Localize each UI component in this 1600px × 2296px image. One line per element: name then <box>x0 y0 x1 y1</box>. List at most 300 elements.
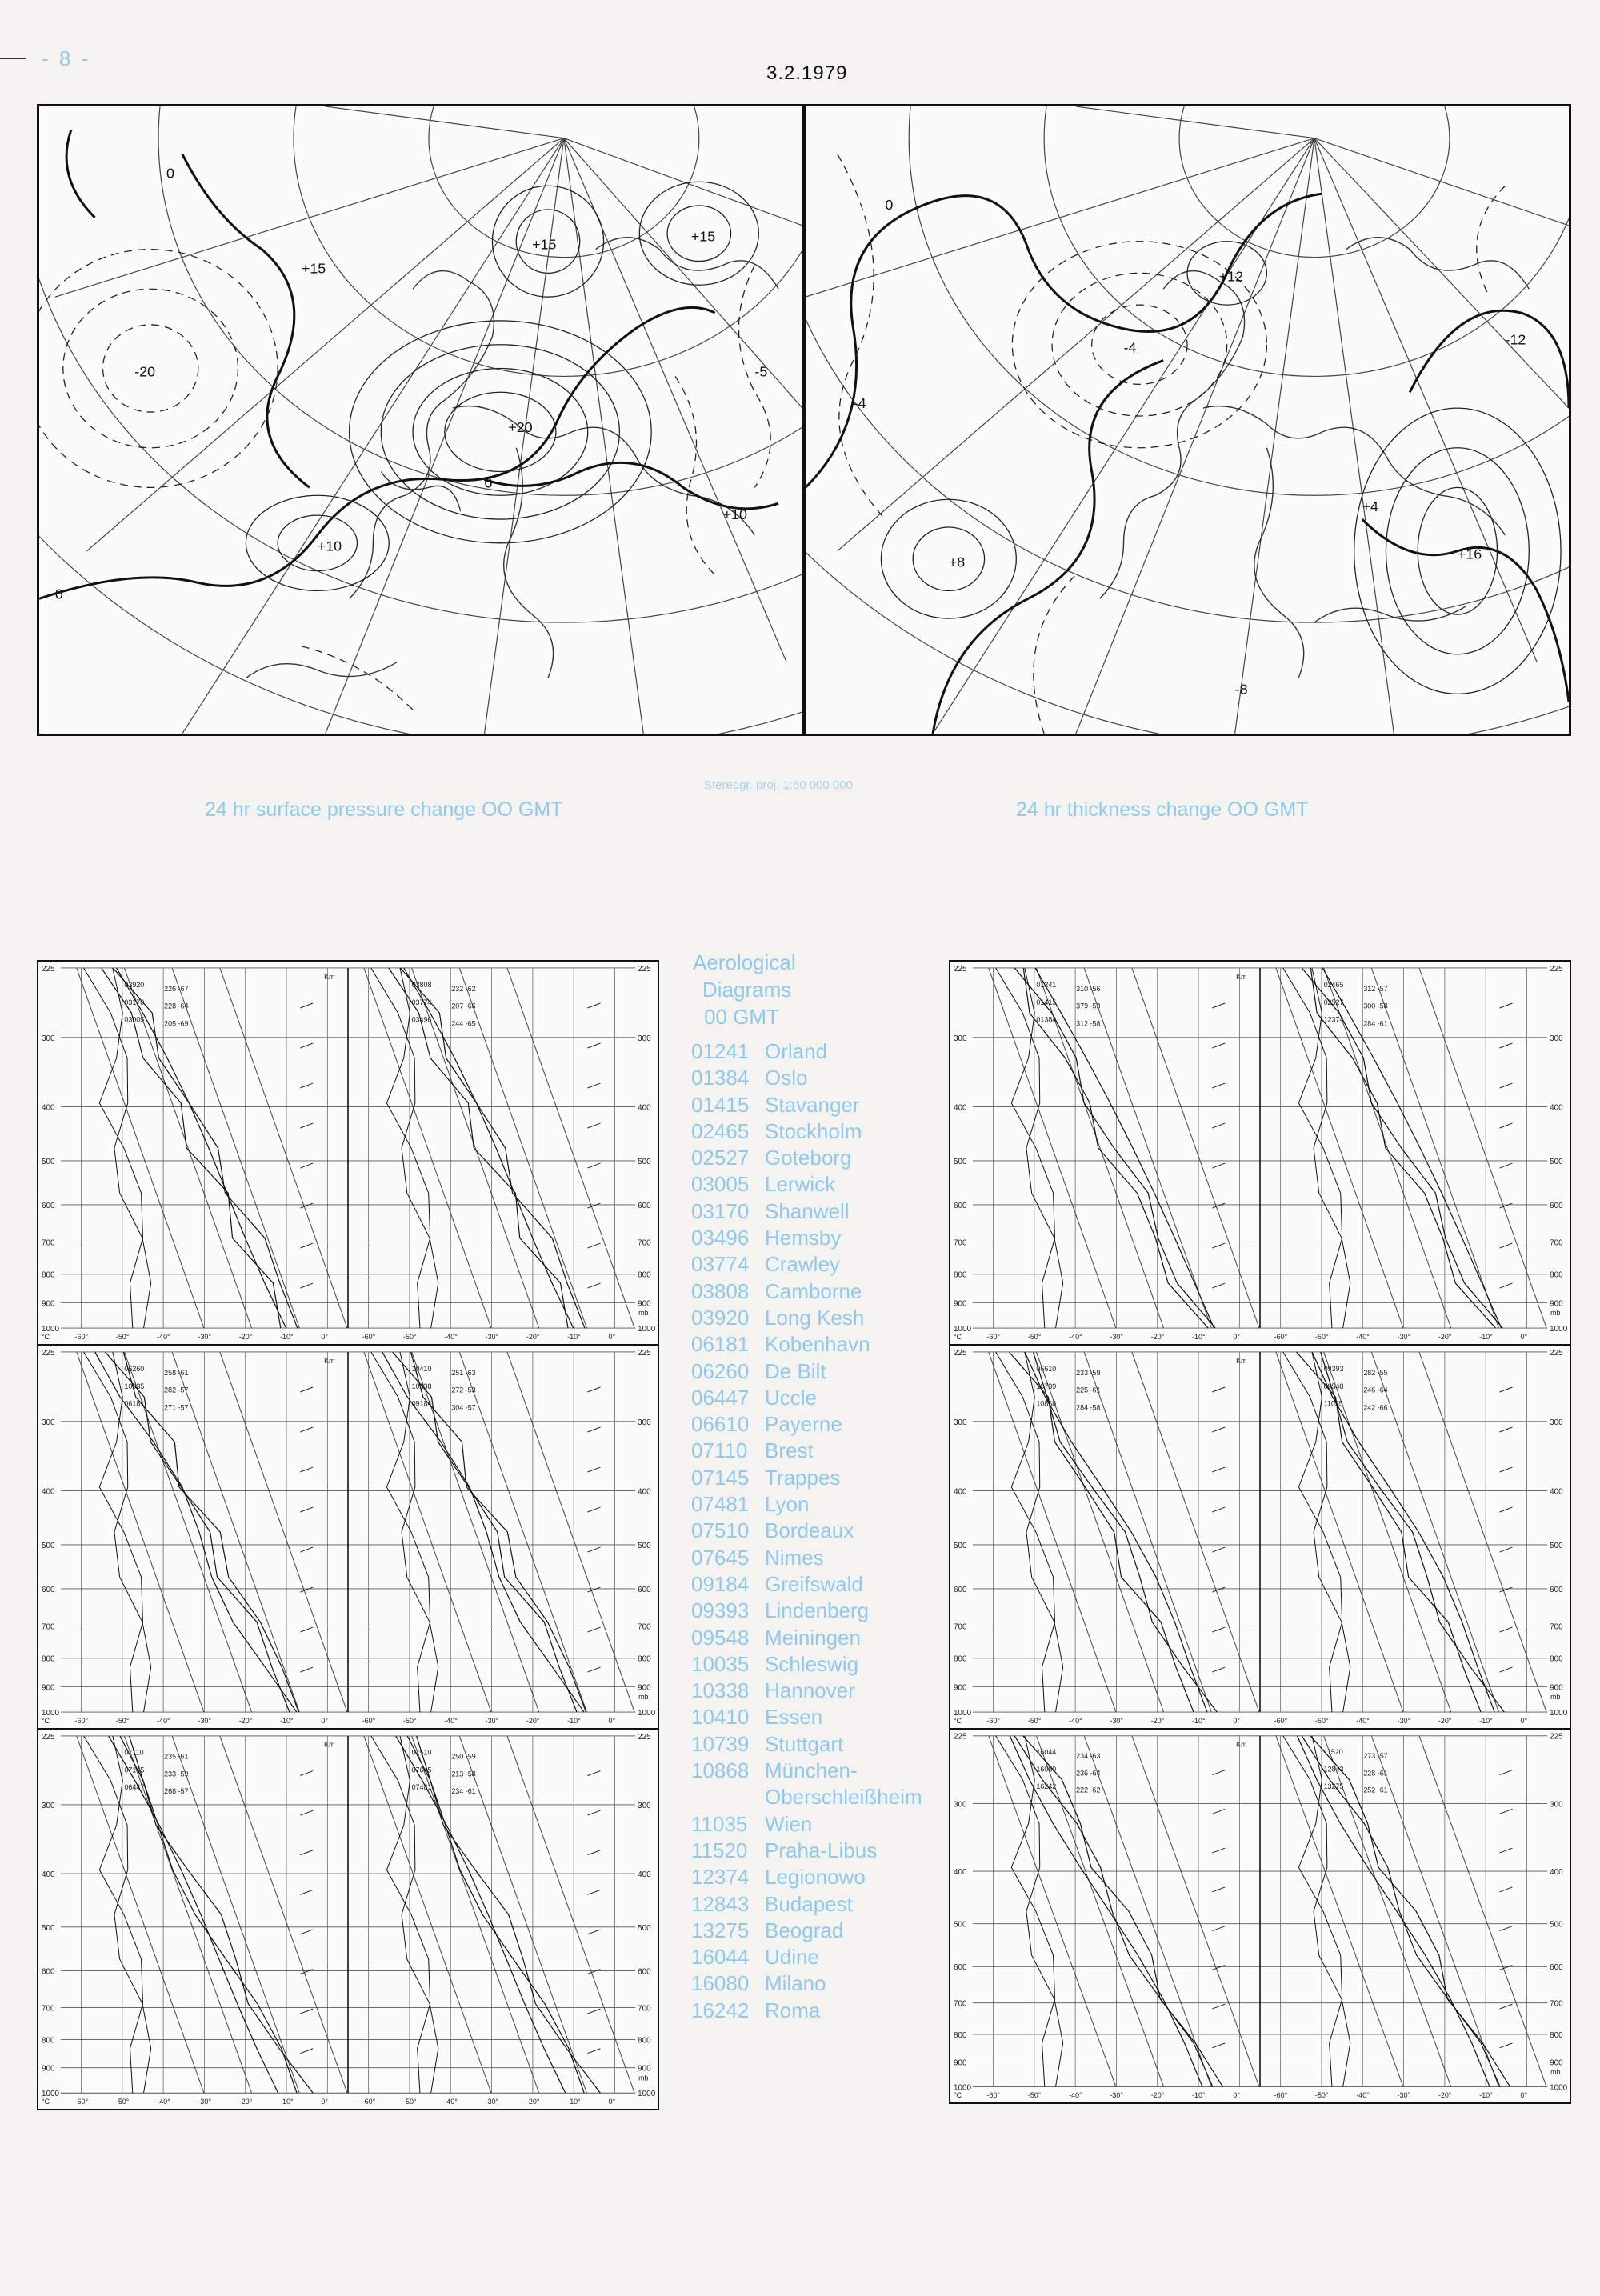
station-code: 09184 <box>691 1571 750 1596</box>
pressure-label-left: 500 <box>41 1157 55 1166</box>
temp-tick-label: -30° <box>1110 1717 1123 1726</box>
station-name: Hemsby <box>765 1226 842 1250</box>
diagram-station-code: 12374 <box>1323 1015 1344 1024</box>
temp-tick-label: -10° <box>1479 1333 1493 1342</box>
diagram-station-value: 300 -58 <box>1363 1002 1388 1010</box>
station-code: 07510 <box>691 1518 750 1543</box>
pressure-label-left: 400 <box>953 1868 967 1877</box>
wind-barb <box>1499 1467 1512 1472</box>
station-code: 10739 <box>691 1731 750 1756</box>
temp-tick-label: -30° <box>198 1333 211 1342</box>
diagram-station-code: 16080 <box>1036 1765 1057 1774</box>
station-item <box>690 1678 954 1704</box>
wind-barb <box>1499 2043 1512 2048</box>
temp-tick-label: -40° <box>157 1717 170 1726</box>
station-name: Shanwell <box>765 1198 850 1223</box>
pressure-label-right: 900 <box>1550 1299 1563 1309</box>
surface-pressure-caption: 24 hr surface pressure change OO GMT <box>205 798 563 821</box>
station-item <box>690 1251 954 1278</box>
pressure-label-right: 400 <box>1550 1487 1563 1497</box>
station-item <box>690 1358 954 1385</box>
diagram-station-value: 233 -59 <box>164 1770 189 1778</box>
svg-text:+10: +10 <box>722 506 747 523</box>
station-code: 02527 <box>691 1146 750 1170</box>
station-item <box>690 1171 954 1198</box>
diagram-station-value: 222 -62 <box>1076 1786 1101 1794</box>
station-item <box>690 1891 954 1918</box>
pressure-label-right: 1000 <box>1550 2083 1568 2093</box>
temp-tick-label: 0° <box>1520 2091 1528 2100</box>
station-name: Nimes <box>765 1545 824 1570</box>
station-code: 10338 <box>691 1678 750 1703</box>
wind-barb <box>300 1667 313 1672</box>
station-name: Oslo <box>765 1066 808 1090</box>
station-code: 16080 <box>691 1971 750 1996</box>
wind-barb <box>1212 1243 1225 1248</box>
diagram-station-value: 282 -57 <box>164 1386 189 1394</box>
pressure-label-right: 500 <box>638 1157 651 1166</box>
station-item <box>690 1651 954 1678</box>
pressure-label-right: 1000 <box>638 1709 656 1718</box>
celsius-unit-label: °C <box>41 1333 50 1342</box>
pressure-label-right: 500 <box>1550 1157 1563 1166</box>
station-name: Roma <box>765 1998 821 2022</box>
pressure-label-left: 400 <box>41 1870 55 1880</box>
pressure-label-right: 700 <box>638 1238 651 1248</box>
pressure-label-left: 600 <box>953 1585 967 1594</box>
station-item <box>690 1092 954 1118</box>
temp-tick-label: -50° <box>115 2098 130 2106</box>
pressure-label-right: 500 <box>638 1541 651 1550</box>
temp-tick-label: -50° <box>1315 1333 1329 1342</box>
temp-tick-label: -40° <box>1356 2091 1370 2100</box>
station-item <box>690 1065 954 1091</box>
wind-barb <box>300 1243 313 1248</box>
pressure-label-left: 500 <box>953 1541 967 1550</box>
wind-barb <box>300 1427 313 1432</box>
diagram-station-value: 225 -61 <box>1076 1386 1101 1394</box>
temp-tick-label: -40° <box>444 2098 458 2106</box>
temp-tick-label: 0° <box>1520 1333 1528 1342</box>
station-code: 06447 <box>691 1385 750 1410</box>
temp-tick-label: 0° <box>321 2098 328 2106</box>
wind-barb <box>1212 1003 1225 1008</box>
page-date: 3.2.1979 <box>766 62 848 84</box>
temp-tick-label: -10° <box>567 1717 581 1726</box>
wind-barb <box>300 1123 313 1128</box>
temp-tick-label: 0° <box>608 1717 616 1726</box>
pressure-label-left: 600 <box>953 1201 967 1210</box>
wind-barb <box>300 1083 313 1088</box>
wind-barb <box>1499 1587 1512 1592</box>
svg-text:+8: +8 <box>948 554 966 570</box>
wind-barb <box>587 1890 600 1894</box>
wind-barb <box>1212 1283 1225 1288</box>
temp-tick-label: -40° <box>1356 1717 1370 1726</box>
wind-barb <box>1499 1770 1512 1775</box>
diagram-station-value: 228 -61 <box>1363 1769 1388 1778</box>
pressure-label-right: 700 <box>1550 1999 1563 2009</box>
station-name: Wien <box>765 1811 813 1836</box>
station-code: 07110 <box>691 1438 748 1463</box>
diagram-station-code: 10868 <box>1036 1399 1057 1408</box>
station-name: Uccle <box>765 1385 818 1410</box>
pressure-label-left: 1000 <box>953 2083 972 2093</box>
station-item <box>690 1385 954 1411</box>
temp-tick-label: -60° <box>362 1333 376 1342</box>
temp-tick-label: -20° <box>1438 1717 1452 1726</box>
station-item <box>690 1811 954 1838</box>
station-code: 01415 <box>691 1092 750 1117</box>
diagram-station-value: 268 -57 <box>164 1787 189 1795</box>
station-code: 07481 <box>691 1492 750 1517</box>
svg-text:+15: +15 <box>301 260 326 277</box>
diagram-station-code: 10035 <box>124 1382 145 1390</box>
wind-barb <box>300 1587 313 1592</box>
temp-tick-label: -50° <box>115 1717 130 1726</box>
station-name: Camborne <box>765 1278 862 1303</box>
pressure-label-left: 225 <box>41 1348 55 1358</box>
diagram-station-code: 03774 <box>411 998 432 1006</box>
diagram-station-code: 06260 <box>124 1364 145 1373</box>
diagram-station-value: 233 -59 <box>1076 1368 1101 1377</box>
pressure-label-left: 400 <box>953 1487 967 1497</box>
wind-barb <box>587 1810 600 1815</box>
diagram-station-code: 12843 <box>1323 1765 1344 1774</box>
diagram-station-code: 07110 <box>124 1748 144 1757</box>
diagram-station-code: 06610 <box>1036 1364 1057 1373</box>
diagram-station-code: 11035 <box>1323 1399 1343 1408</box>
pressure-label-right: 800 <box>1550 1270 1563 1280</box>
station-item <box>690 1864 954 1890</box>
station-item <box>690 1998 954 2024</box>
temp-tick-label: -30° <box>1110 2091 1123 2100</box>
pressure-label-right: 600 <box>638 1967 651 1977</box>
km-label: Km <box>324 1740 335 1749</box>
pressure-label-left: 225 <box>41 964 55 974</box>
pressure-label-left: 225 <box>953 964 967 974</box>
celsius-unit-label: °C <box>41 2098 50 2106</box>
temp-tick-label: -30° <box>485 2098 499 2106</box>
svg-text:0: 0 <box>885 197 894 214</box>
diagram-station-value: 236 -64 <box>1076 1769 1101 1778</box>
pressure-label-left: 700 <box>41 2004 55 2014</box>
station-code: 12843 <box>691 1891 750 1916</box>
temp-tick-label: -50° <box>1027 2091 1042 2100</box>
station-item <box>690 1038 954 1065</box>
station-item <box>690 1411 954 1438</box>
temp-tick-label: -20° <box>238 1717 253 1726</box>
pressure-label-right: 500 <box>1550 1920 1563 1930</box>
wind-barb <box>587 1283 600 1288</box>
pressure-label-left: 900 <box>953 2058 967 2068</box>
pressure-label-left: 300 <box>953 1034 967 1043</box>
temp-tick-label: 0° <box>321 1717 328 1726</box>
station-name: De Bilt <box>765 1358 826 1383</box>
diagram-station-value: 312 -57 <box>1363 984 1388 993</box>
pressure-label-left: 900 <box>41 2064 55 2074</box>
celsius-unit-label: °C <box>41 1717 50 1726</box>
station-item <box>690 1545 954 1571</box>
pressure-label-left: 300 <box>953 1800 967 1810</box>
station-item <box>690 1198 954 1225</box>
wind-barb <box>1499 1809 1512 1814</box>
wind-barb <box>1499 1203 1512 1208</box>
diagram-station-code: 01241 <box>1036 980 1057 989</box>
pressure-label-left: 800 <box>41 1270 55 1280</box>
pressure-label-left: 800 <box>953 1654 967 1664</box>
pressure-label-left: 225 <box>953 1348 967 1358</box>
station-code: 06610 <box>691 1412 750 1437</box>
station-name: Hannover <box>765 1678 855 1703</box>
diagram-station-code: 02527 <box>1323 998 1344 1006</box>
pressure-label-left: 900 <box>41 1299 55 1309</box>
diagram-station-value: 235 -61 <box>164 1752 189 1761</box>
station-item <box>690 1918 954 1944</box>
diagram-station-code: 09548 <box>1323 1382 1344 1390</box>
wind-barb <box>1499 1043 1512 1048</box>
station-code: 10868 <box>691 1758 750 1783</box>
mb-unit-label: mb <box>1550 1693 1561 1702</box>
temp-tick-label: -20° <box>1438 1333 1452 1342</box>
pressure-label-left: 800 <box>41 2036 55 2046</box>
svg-text:+12: +12 <box>1218 268 1244 285</box>
station-name: Greifswald <box>765 1571 863 1596</box>
pressure-label-right: 800 <box>638 1270 651 1280</box>
temp-tick-label: -40° <box>444 1717 458 1726</box>
diagram-station-code: 03005 <box>124 1015 145 1024</box>
temp-tick-label: 0° <box>1233 1717 1240 1726</box>
wind-barb <box>1212 1587 1225 1592</box>
station-item <box>690 1970 954 1997</box>
temp-tick-label: -10° <box>1192 1333 1206 1342</box>
station-item <box>690 1438 954 1464</box>
station-name: Stuttgart <box>765 1731 844 1756</box>
station-name: Meiningen <box>765 1625 861 1650</box>
station-code: 06181 <box>691 1332 750 1357</box>
diagram-station-value: 242 -66 <box>1363 1403 1388 1412</box>
temp-tick-label: 0° <box>608 1333 616 1342</box>
wind-barb <box>587 1203 600 1208</box>
station-name: Lindenberg <box>765 1598 870 1623</box>
station-item <box>690 1145 954 1171</box>
pressure-label-left: 500 <box>41 1541 55 1550</box>
pressure-label-right: 300 <box>638 1801 651 1810</box>
station-item <box>690 1944 954 1970</box>
wind-barb <box>1499 1123 1512 1128</box>
pressure-label-left: 1000 <box>953 1709 972 1718</box>
celsius-unit-label: °C <box>953 2091 962 2100</box>
temp-tick-label: -20° <box>238 1333 253 1342</box>
pressure-label-right: 800 <box>1550 2030 1563 2040</box>
aerological-diagram-3 <box>37 1728 659 2110</box>
station-name: Beograd <box>765 1918 844 1942</box>
temp-tick-label: -50° <box>1027 1333 1042 1342</box>
wind-barb <box>1212 1627 1225 1632</box>
station-code: 03496 <box>691 1226 750 1250</box>
pressure-label-left: 1000 <box>41 1325 60 1334</box>
mb-unit-label: mb <box>638 1309 649 1318</box>
wind-barb <box>1212 1123 1225 1128</box>
pressure-label-right: 400 <box>638 1870 651 1880</box>
svg-text:0: 0 <box>166 165 174 182</box>
temp-tick-label: -30° <box>1397 1717 1411 1726</box>
temp-tick-label: -20° <box>238 2098 253 2106</box>
diagram-station-code: 03496 <box>411 1015 432 1024</box>
temp-tick-label: -10° <box>1192 1717 1206 1726</box>
pressure-label-right: 600 <box>638 1201 651 1210</box>
pressure-label-right: 300 <box>1550 1800 1563 1810</box>
pressure-label-left: 225 <box>953 1732 967 1742</box>
pressure-label-right: 900 <box>638 1299 651 1309</box>
station-code: 02465 <box>691 1118 750 1143</box>
diagram-station-value: 213 -58 <box>451 1770 476 1778</box>
diagram-station-value: 272 -53 <box>451 1386 476 1394</box>
diagram-svg <box>950 962 1570 1344</box>
temp-tick-label: 0° <box>1233 2091 1240 2100</box>
legend-title-line1: Aerological <box>693 950 796 974</box>
temp-tick-label: -10° <box>280 2098 294 2106</box>
station-code: 01384 <box>691 1066 750 1090</box>
diagram-station-code: 07645 <box>411 1766 432 1774</box>
station-name: Udine <box>765 1945 819 1970</box>
station-name: Long Kesh <box>765 1305 865 1330</box>
diagram-station-value: 250 -59 <box>451 1752 476 1761</box>
wind-barb <box>300 2049 313 2054</box>
station-legend <box>690 949 954 2024</box>
wind-barb <box>1212 2004 1225 2009</box>
station-code: 07645 <box>691 1545 750 1570</box>
temp-tick-label: 0° <box>1520 1717 1528 1726</box>
wind-barb <box>587 1387 600 1392</box>
header-rule <box>0 58 26 59</box>
station-code: 03920 <box>691 1305 750 1330</box>
wind-barb <box>1212 1427 1225 1432</box>
pressure-label-left: 225 <box>41 1732 55 1742</box>
wind-barb <box>1499 1667 1512 1672</box>
svg-text:0: 0 <box>484 474 493 491</box>
station-item <box>690 1305 954 1331</box>
station-name: Crawley <box>765 1252 840 1277</box>
station-name: Payerne <box>765 1412 842 1437</box>
temp-tick-label: -60° <box>74 1717 89 1726</box>
wind-barb <box>587 1771 600 1776</box>
temp-tick-label: -50° <box>403 1717 417 1726</box>
diagram-station-code: 06447 <box>124 1783 145 1792</box>
pressure-label-left: 1000 <box>953 1325 972 1334</box>
diagram-station-value: 234 -63 <box>1076 1752 1101 1760</box>
mb-unit-label: mb <box>638 1693 649 1702</box>
pressure-label-right: 700 <box>1550 1622 1563 1632</box>
wind-barb <box>1499 1387 1512 1392</box>
svg-text:-4: -4 <box>853 395 866 412</box>
station-item <box>690 1225 954 1251</box>
wind-barb <box>300 1850 313 1855</box>
wind-barb <box>300 1043 313 1048</box>
wind-barb <box>300 1890 313 1894</box>
wind-barb <box>300 1930 313 1934</box>
km-label: Km <box>1236 972 1247 981</box>
surface-pressure-map-svg <box>39 106 802 734</box>
temp-tick-label: -60° <box>1274 2091 1288 2100</box>
svg-text:+15: +15 <box>532 236 557 253</box>
wind-barb <box>1212 1163 1225 1168</box>
station-name: Brest <box>765 1438 814 1463</box>
wind-barb <box>1499 1427 1512 1432</box>
pressure-label-left: 900 <box>953 1683 967 1693</box>
diagram-station-code: 09393 <box>1323 1364 1344 1373</box>
station-code: 01241 <box>691 1039 750 1063</box>
aerological-diagram-5 <box>949 1344 1571 1730</box>
station-name: Stavanger <box>765 1092 860 1117</box>
diagram-station-value: 244 -65 <box>451 1019 476 1028</box>
pressure-label-left: 600 <box>41 1967 55 1977</box>
diagram-station-code: 06181 <box>124 1399 145 1408</box>
diagram-station-code: 01415 <box>1036 998 1057 1006</box>
wind-barb <box>587 1930 600 1934</box>
diagram-station-code: 10338 <box>411 1382 432 1390</box>
wind-barb <box>300 1003 313 1008</box>
thickness-caption: 24 hr thickness change OO GMT <box>1016 798 1309 821</box>
wind-barb <box>1499 1887 1512 1892</box>
svg-text:0: 0 <box>54 586 63 602</box>
station-code: 07145 <box>691 1465 750 1490</box>
wind-barb <box>587 2009 600 2014</box>
wind-barb <box>1499 1507 1512 1512</box>
wind-barb <box>1212 1848 1225 1853</box>
pressure-label-right: 400 <box>638 1103 651 1113</box>
wind-barb <box>1212 1770 1225 1775</box>
temp-tick-label: -60° <box>986 1333 1001 1342</box>
pressure-label-right: 1000 <box>638 2090 656 2099</box>
temp-tick-label: -50° <box>115 1333 130 1342</box>
diagram-svg <box>38 1730 658 2109</box>
pressure-label-left: 300 <box>41 1801 55 1810</box>
diagram-svg <box>950 1346 1570 1728</box>
km-label: Km <box>1236 1356 1247 1365</box>
diagram-station-code: 10739 <box>1036 1382 1057 1390</box>
temp-tick-label: -40° <box>1356 1333 1370 1342</box>
wind-barb <box>587 1123 600 1128</box>
station-code: 03170 <box>691 1198 750 1223</box>
diagram-station-value: 304 -57 <box>451 1403 476 1412</box>
thickness-change-map <box>803 104 1571 736</box>
aerological-diagram-4 <box>949 960 1571 1346</box>
wind-barb <box>1499 1283 1512 1288</box>
station-item <box>690 1465 954 1491</box>
temp-tick-label: -10° <box>280 1333 294 1342</box>
mb-unit-label: mb <box>1550 2068 1561 2077</box>
wind-barb <box>1212 1887 1225 1892</box>
station-code: 06260 <box>691 1358 750 1383</box>
temp-tick-label: -50° <box>1315 2091 1329 2100</box>
pressure-label-right: 900 <box>638 1683 651 1693</box>
temp-tick-label: -40° <box>1069 1333 1082 1342</box>
temp-tick-label: -60° <box>1274 1717 1288 1726</box>
temp-tick-label: 0° <box>321 1333 328 1342</box>
wind-barb <box>1499 2004 1512 2009</box>
svg-text:+20: +20 <box>508 418 533 435</box>
pressure-label-left: 300 <box>953 1418 967 1427</box>
wind-barb <box>587 1970 600 1974</box>
wind-barb <box>300 1810 313 1815</box>
temp-tick-label: -20° <box>1150 2091 1165 2100</box>
pressure-label-left: 500 <box>953 1157 967 1166</box>
temp-tick-label: 0° <box>1233 1333 1240 1342</box>
pressure-label-right: 1000 <box>638 1325 656 1334</box>
pressure-label-left: 800 <box>41 1654 55 1664</box>
wind-barb <box>300 1163 313 1168</box>
